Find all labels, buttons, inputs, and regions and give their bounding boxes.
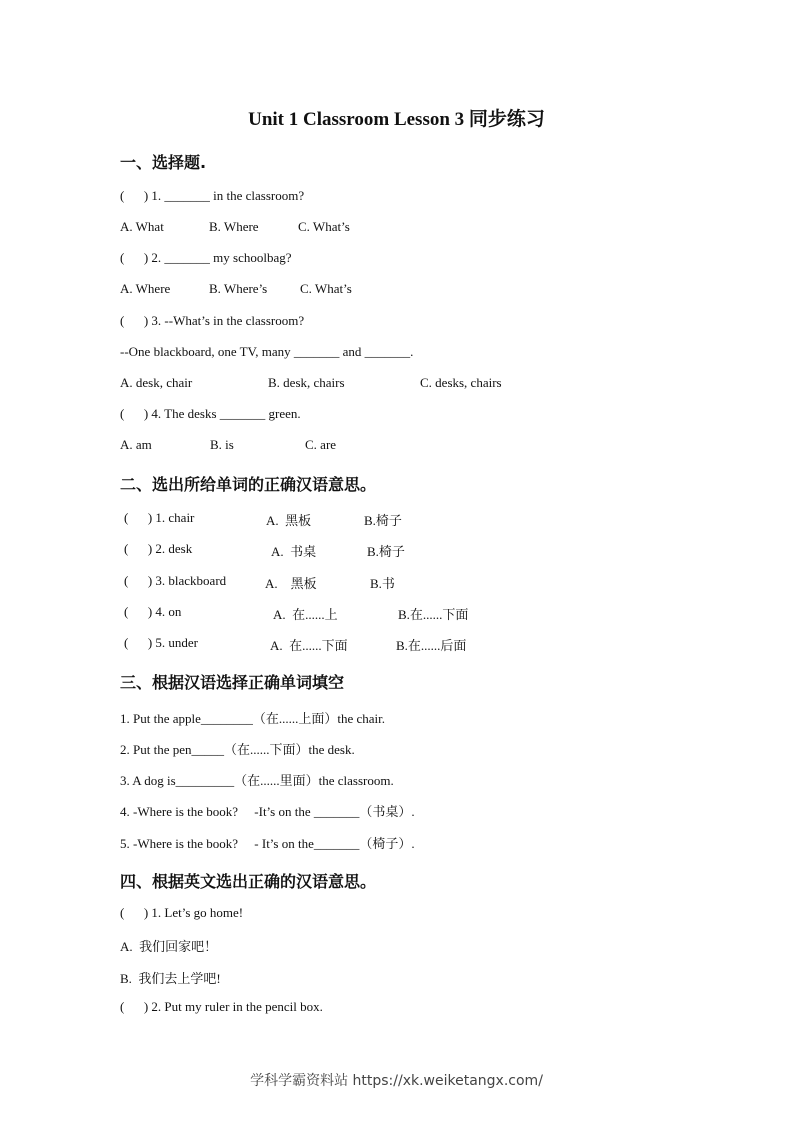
q4-option-b: B. is [210,437,234,452]
match-option-a: A. 在......下面 [270,638,348,653]
match-option-a: A. 在......上 [273,607,338,622]
q4-option-c: C. are [305,437,337,452]
question-1: ( ) 1. _______ in the classroom? [120,188,305,203]
question-3: ( ) 3. --What’s in the classroom? [120,313,305,328]
q3-option-b: B. desk, chairs [268,375,345,390]
section4-heading: 四、根据英文选出正确的汉语意思。 [120,872,377,891]
q4-option-a: A. am [120,437,152,452]
translation-option-b: B. 我们去上学吧! [120,971,221,986]
fill-item: 5. -Where is the book? - It’s on the_______（椅子）. [120,836,415,851]
q3-option-c: C. desks, chairs [420,375,502,390]
fill-item: 1. Put the apple________（在......上面）the chair. [120,711,386,726]
section1-heading: 一、选择题. [120,153,207,172]
match-question: ( ) 2. desk [124,541,193,556]
match-option-b: B.椅子 [367,544,405,559]
match-option-b: B.在......下面 [398,607,469,622]
fill-item: 4. -Where is the book? -It’s on the _______（书桌）. [120,804,415,819]
q2-option-c: C. What’s [300,281,352,296]
match-option-b: B.在......后面 [396,638,467,653]
match-option-b: B.椅子 [364,513,402,528]
fill-item: 2. Put the pen_____（在......下面）the desk. [120,742,355,757]
q1-option-b: B. Where [209,219,259,234]
question-4: ( ) 4. The desks _______ green. [120,406,301,421]
question-3-sub: --One blackboard, one TV, many _______ and _______. [120,344,414,359]
translation-option-a: A. 我们回家吧！ [120,939,218,954]
match-question: ( ) 4. on [124,604,182,619]
match-question: ( ) 3. blackboard [124,573,227,588]
q3-option-a: A. desk, chair [120,375,193,390]
q2-option-b: B. Where’s [209,281,268,296]
q2-option-a: A. Where [120,281,171,296]
footer-watermark: 学科学霸资料站 https://xk.weiketangx.com/ [250,1073,543,1089]
translation-question-2: ( ) 2. Put my ruler in the pencil box. [120,999,323,1014]
match-option-a: A. 书桌 [271,544,317,559]
q1-option-a: A. What [120,219,164,234]
section2-heading: 二、选出所给单词的正确汉语意思。 [120,475,377,494]
match-option-b: B.书 [370,576,395,591]
match-question: ( ) 1. chair [124,510,195,525]
match-question: ( ) 5. under [124,635,199,650]
section3-heading: 三、根据汉语选择正确单词填空 [120,673,345,692]
fill-item: 3. A dog is_________（在......里面）the classroom. [120,773,394,788]
page-title: Unit 1 Classroom Lesson 3 同步练习 [248,109,545,130]
question-2: ( ) 2. _______ my schoolbag? [120,250,292,265]
translation-question-1: ( ) 1. Let’s go home! [120,905,244,920]
q1-option-c: C. What’s [298,219,350,234]
match-option-a: A. 黑板 [266,513,312,528]
match-option-a: A. 黑板 [265,576,317,591]
